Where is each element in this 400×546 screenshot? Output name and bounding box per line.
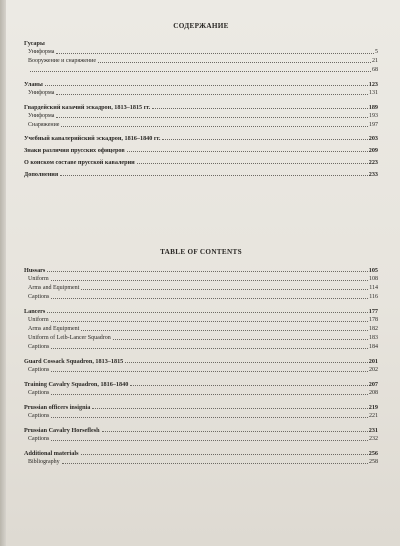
toc-section-entry <box>24 265 378 274</box>
toc-subsection-entry <box>24 457 378 466</box>
toc-subsection-entry <box>24 65 378 74</box>
dot-leader <box>51 394 368 395</box>
toc-subsection-entry <box>24 120 378 129</box>
toc-subsection-entry <box>24 47 378 56</box>
toc-section-entry <box>24 425 378 434</box>
toc-page-number: 209 <box>368 147 378 154</box>
toc-subsection-entry <box>24 274 378 283</box>
toc-subsection-entry <box>24 388 378 397</box>
toc-section-entry <box>24 157 378 166</box>
toc-entry-title: Captions <box>28 413 50 419</box>
toc-subsection-entry <box>24 56 378 65</box>
toc-entry-title: Additional materials <box>24 450 79 457</box>
toc-entry-title: Униформа <box>28 113 55 119</box>
toc-entry-title: Captions <box>28 294 50 300</box>
toc-subsection-entry <box>24 434 378 443</box>
toc-page-number: 258 <box>369 459 378 465</box>
toc-title-russian: СОДЕРЖАНИЕ <box>173 22 229 30</box>
toc-entry-title: Гусары <box>24 40 45 47</box>
toc-page-number: 177 <box>368 308 378 315</box>
dot-leader <box>130 385 367 386</box>
toc-entry-title: Уланы <box>24 81 43 88</box>
dot-leader <box>92 408 367 409</box>
toc-entry-title: Captions <box>28 390 50 396</box>
toc-page-number: 202 <box>369 367 378 373</box>
toc-entry-title: Uniform of Leib-Lancer Squadron <box>28 335 111 341</box>
toc-entry-title: Bibliography <box>28 459 60 465</box>
toc-entry-title: О конском составе прусской кавалерии <box>24 159 135 166</box>
toc-section-entry <box>24 448 378 457</box>
dot-leader <box>81 454 368 455</box>
toc-section-entry <box>24 102 378 111</box>
toc-page-number: 197 <box>369 122 378 128</box>
toc-page-number: 219 <box>368 404 378 411</box>
toc-section-entry <box>24 306 378 315</box>
toc-section-entry <box>24 402 378 411</box>
toc-page-number: 114 <box>369 285 378 291</box>
toc-entry-title: Вооружение и снаряжение <box>28 58 96 64</box>
dot-leader <box>113 339 368 340</box>
toc-entry-title: Hussars <box>24 267 46 274</box>
toc-subsection-entry <box>24 324 378 333</box>
toc-entry-title: Arms and Equipment <box>28 285 80 291</box>
toc-entry-title: Uniform <box>28 276 49 282</box>
toc-page-number: 232 <box>369 436 378 442</box>
dot-leader <box>102 431 368 432</box>
toc-page-number: 193 <box>369 113 378 119</box>
toc-section-entry <box>24 379 378 388</box>
toc-entry-title: Снаряжение <box>28 122 60 128</box>
dot-leader <box>137 163 368 164</box>
dot-leader <box>152 108 368 109</box>
dot-leader <box>51 298 368 299</box>
toc-page-number: 21 <box>372 58 378 64</box>
toc-subsection-entry <box>24 365 378 374</box>
toc-subsection-entry <box>24 283 378 292</box>
toc-page-number: 221 <box>369 413 378 419</box>
book-page <box>6 0 400 546</box>
toc-entry-title: Guard Cossack Squadron, 1813–1815 <box>24 358 124 365</box>
toc-page-number: 182 <box>369 326 378 332</box>
toc-page-number: 68 <box>372 67 378 73</box>
toc-entry-title: Униформа <box>28 49 55 55</box>
toc-entry-title: Гвардейский казачий эскадрон, 1813–1815 гг. <box>24 104 151 111</box>
toc-entry-title: Знаки различия прусских офицеров <box>24 147 125 154</box>
toc-entry-title: Prussian officers insignia <box>24 404 91 411</box>
dot-leader <box>30 71 371 72</box>
toc-page-number: 123 <box>368 81 378 88</box>
dot-leader <box>51 348 368 349</box>
toc-page-number: 201 <box>368 358 378 365</box>
dot-leader <box>47 312 367 313</box>
toc-section-entry <box>24 133 378 142</box>
toc-page-number: 178 <box>369 317 378 323</box>
toc-subsection-entry <box>24 342 378 351</box>
dot-leader <box>81 330 368 331</box>
dot-leader <box>51 371 368 372</box>
dot-leader <box>51 417 368 418</box>
dot-leader <box>61 126 368 127</box>
toc-entry-title: Униформа <box>28 90 55 96</box>
toc-section-entry <box>24 145 378 154</box>
toc-page-number: 108 <box>369 276 378 282</box>
toc-subsection-entry <box>24 315 378 324</box>
dot-leader <box>47 271 367 272</box>
toc-subsection-entry <box>24 111 378 120</box>
toc-entry-title: Captions <box>28 367 50 373</box>
toc-page-number: 207 <box>368 381 378 388</box>
dot-leader <box>162 139 367 140</box>
toc-page-number: 183 <box>369 335 378 341</box>
dot-leader <box>51 440 368 441</box>
dot-leader <box>56 94 368 95</box>
toc-subsection-entry <box>24 333 378 342</box>
toc-entry-title: Uniform <box>28 317 49 323</box>
toc-page-number: 208 <box>369 390 378 396</box>
toc-entry-title: Дополнения <box>24 171 59 178</box>
dot-leader <box>51 280 368 281</box>
toc-entry-title: Учебный кавалерийский эскадрон, 1816–1840 гг. <box>24 135 161 142</box>
toc-page-number: 231 <box>368 427 378 434</box>
toc-section-entry <box>24 356 378 365</box>
toc-subsection-entry <box>24 292 378 301</box>
dot-leader <box>56 53 374 54</box>
toc-subsection-entry <box>24 411 378 420</box>
toc-entry-title: Training Cavalry Squadron, 1816–1840 <box>24 381 129 388</box>
dot-leader <box>62 463 368 464</box>
toc-page-number: 116 <box>369 294 378 300</box>
toc-section-entry <box>24 38 378 47</box>
dot-leader <box>127 151 368 152</box>
toc-page-number: 189 <box>368 104 378 111</box>
dot-leader <box>51 321 368 322</box>
dot-leader <box>98 62 371 63</box>
dot-leader <box>45 85 368 86</box>
toc-entry-title: Lancers <box>24 308 46 315</box>
toc-page-number: 203 <box>368 135 378 142</box>
toc-entry-title: Captions <box>28 436 50 442</box>
dot-leader <box>60 175 368 176</box>
toc-page-number: 5 <box>375 49 378 55</box>
toc-entry-title: Arms and Equipment <box>28 326 80 332</box>
toc-page-number: 256 <box>368 450 378 457</box>
toc-title-english: TABLE OF CONTENTS <box>160 248 242 256</box>
toc-section-entry <box>24 79 378 88</box>
toc-page-number: 131 <box>369 90 378 96</box>
toc-section-entry <box>24 169 378 178</box>
toc-entry-title: Captions <box>28 344 50 350</box>
toc-subsection-entry <box>24 88 378 97</box>
toc-page-number: 233 <box>368 171 378 178</box>
toc-page-number: 184 <box>369 344 378 350</box>
dot-leader <box>56 117 368 118</box>
dot-leader <box>125 362 367 363</box>
toc-entry-title: Prussian Cavalry Horseflesh <box>24 427 100 434</box>
toc-page-number: 105 <box>368 267 378 274</box>
toc-page-number: 223 <box>368 159 378 166</box>
dot-leader <box>81 289 368 290</box>
